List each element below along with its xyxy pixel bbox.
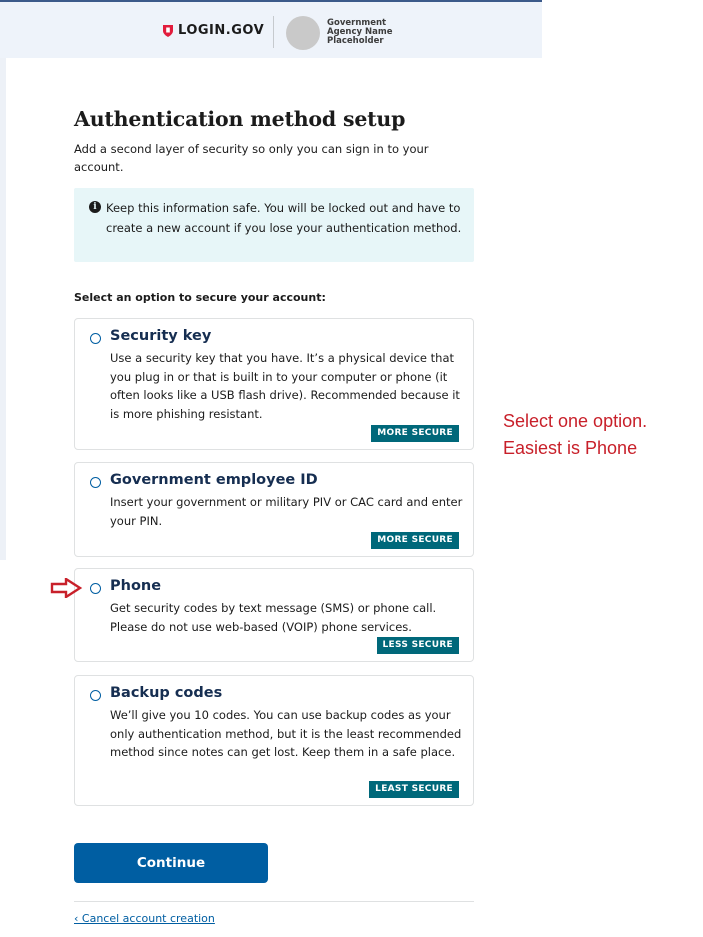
option-title: Backup codes <box>110 685 223 701</box>
info-icon: i <box>89 201 101 213</box>
option-description: Use a security key that you have. It’s a physical device that you plug in or that is built in to your computer or phone (it often looks like a USB flash drive). Recommended because it is more phishing resistant. <box>110 351 460 421</box>
options-legend: Select an option to secure your account: <box>74 291 326 304</box>
option-backup-codes[interactable] <box>74 675 474 806</box>
footer-divider <box>74 901 474 902</box>
continue-button[interactable]: Continue <box>74 843 268 883</box>
agency-logo-placeholder <box>286 16 320 50</box>
option-description: Insert your government or military PIV or CAC card and enter your PIN. <box>110 495 463 528</box>
shield-icon <box>162 24 174 38</box>
option-description: Get security codes by text message (SMS) or phone call. Please do not use web-based (VOIP) phone services. <box>110 601 437 634</box>
annotation-line-2: Easiest is Phone <box>503 438 638 458</box>
red-arrow-icon <box>50 578 84 598</box>
page-title: Authentication method setup <box>74 107 406 131</box>
security-badge: LEAST SECURE <box>369 781 459 798</box>
instruction-annotation <box>503 408 703 462</box>
info-alert <box>74 188 474 262</box>
option-description: We’ll give you 10 codes. You can use backup codes as your only authentication method, but it is the least recommended method since notes can get lost. Keep them in a safe place. <box>110 708 462 759</box>
option-government-employee-id[interactable] <box>74 462 474 557</box>
security-badge: MORE SECURE <box>371 532 459 549</box>
option-security-key[interactable] <box>74 318 474 450</box>
alert-text: Keep this information safe. You will be locked out and have to create a new account if you lose your authentication method. <box>106 201 462 235</box>
radio-government-employee-id[interactable] <box>90 477 101 488</box>
login-gov-logo[interactable] <box>162 23 264 38</box>
option-phone[interactable] <box>74 568 474 662</box>
annotation-line-1: Select one option. <box>503 411 648 431</box>
radio-backup-codes[interactable] <box>90 690 101 701</box>
radio-security-key[interactable] <box>90 333 101 344</box>
logo-text: LOGIN.GOV <box>178 23 265 38</box>
radio-phone[interactable] <box>90 583 101 594</box>
option-title: Phone <box>110 578 162 594</box>
header-divider <box>273 16 274 48</box>
option-title: Security key <box>110 328 212 344</box>
security-badge: LESS SECURE <box>377 637 460 654</box>
cancel-account-creation-link[interactable]: ‹ Cancel account creation <box>74 912 215 925</box>
option-title: Government employee ID <box>110 472 318 488</box>
agency-name: Government Agency Name Placeholder <box>327 18 393 46</box>
site-header <box>0 0 542 58</box>
page-subtitle: Add a second layer of security so only you can sign in to your account. <box>74 142 429 174</box>
security-badge: MORE SECURE <box>371 425 459 442</box>
